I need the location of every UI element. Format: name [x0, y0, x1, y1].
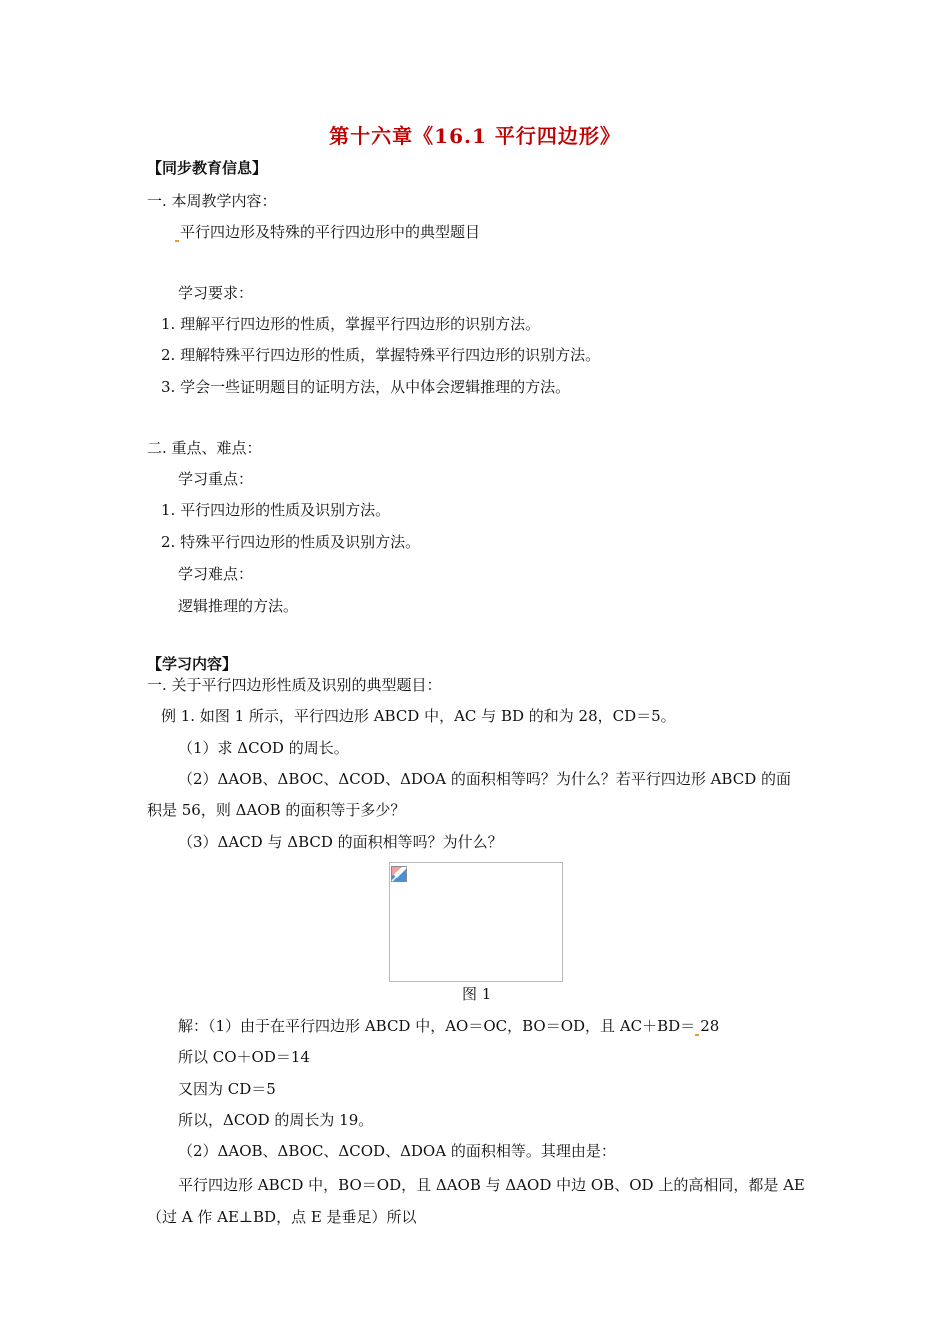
edit-mark-icon [695, 1034, 699, 1036]
key-point-item: 1. 平行四边形的性质及识别方法。 [161, 501, 391, 519]
solution-line: （过 A 作 AE⊥BD，点 E 是垂足）所以 [147, 1208, 417, 1226]
content-text: 平行四边形及特殊的平行四边形中的典型题目 [175, 222, 480, 242]
content-heading: 一. 本周教学内容： [147, 192, 277, 210]
key-heading: 二. 重点、难点： [147, 439, 262, 457]
solution-line: 所以 CO＋OD＝14 [178, 1048, 310, 1066]
requirement-item: 1. 理解平行四边形的性质，掌握平行四边形的识别方法。 [161, 315, 541, 333]
question-2-line-2: 积是 56，则 ΔAOB 的面积等于多少？ [147, 801, 406, 819]
example-statement: 例 1. 如图 1 所示，平行四边形 ABCD 中，AC 与 BD 的和为 28，CD＝5。 [161, 707, 676, 725]
key-point-item: 2. 特殊平行四边形的性质及识别方法。 [161, 533, 421, 551]
difficulty-text: 逻辑推理的方法。 [178, 597, 299, 615]
section-header-learning: 【学习内容】 [147, 655, 238, 673]
key-label: 学习重点： [178, 470, 254, 488]
solution-line: 解：（1）由于在平行四边形 ABCD 中，AO＝OC，BO＝OD，且 AC＋BD＝ 28 [178, 1017, 720, 1035]
requirement-item: 3. 学会一些证明题目的证明方法，从中体会逻辑推理的方法。 [161, 378, 571, 396]
section-header-sync: 【同步教育信息】 [147, 159, 268, 177]
figure-caption: 图 1 [462, 985, 492, 1003]
question-1: （1）求 ΔCOD 的周长。 [178, 739, 349, 757]
solution-line: 所以，ΔCOD 的周长为 19。 [178, 1111, 374, 1129]
page-title: 第十六章《16.1 平行四边形》 [329, 124, 621, 148]
requirements-label: 学习要求： [178, 284, 254, 302]
solution-line: 又因为 CD＝5 [178, 1080, 276, 1098]
difficulty-label: 学习难点： [178, 565, 254, 583]
figure-1-placeholder [389, 862, 563, 982]
question-3: （3）ΔACD 与 ΔBCD 的面积相等吗？为什么？ [178, 833, 503, 851]
typical-problems-heading: 一. 关于平行四边形性质及识别的典型题目： [147, 676, 442, 694]
requirement-item: 2. 理解特殊平行四边形的性质，掌握特殊平行四边形的识别方法。 [161, 346, 601, 364]
solution-line: 平行四边形 ABCD 中，BO＝OD，且 ΔAOB 与 ΔAOD 中边 OB、OD 上的高相同，都是 AE [178, 1176, 805, 1194]
solution-line: （2）ΔAOB、ΔBOC、ΔCOD、ΔDOA 的面积相等。其理由是： [178, 1142, 616, 1160]
edit-mark-icon [175, 240, 179, 242]
broken-image-icon [391, 866, 407, 882]
question-2-line-1: （2）ΔAOB、ΔBOC、ΔCOD、ΔDOA 的面积相等吗？为什么？若平行四边形 ABCD 的面 [178, 770, 792, 788]
